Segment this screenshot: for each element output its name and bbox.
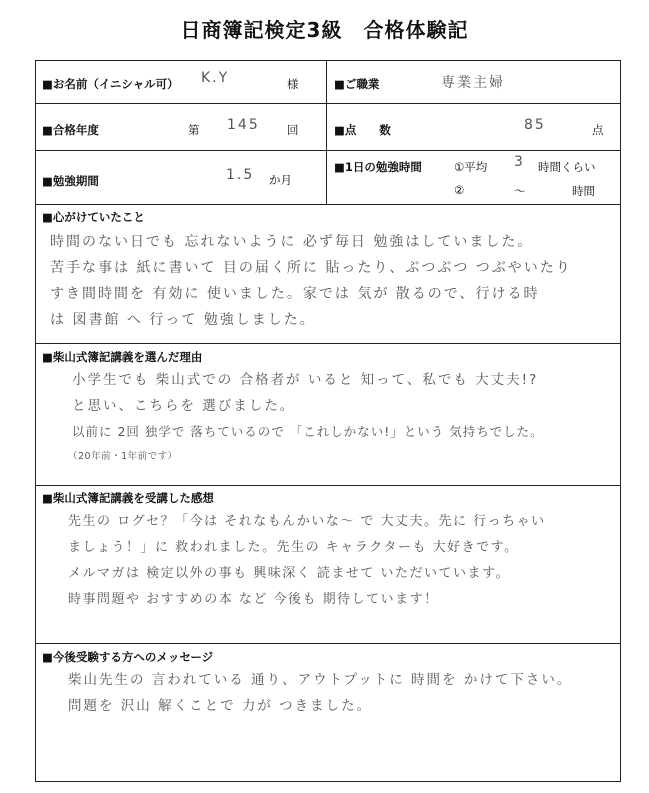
study-period-label: ■勉強期間	[42, 174, 99, 188]
pass-year-label: ■合格年度	[42, 123, 99, 137]
handwritten-line: 先生の ログセ？「今は それなもんかいな～ で 大丈夫。先に 行っちゃい	[68, 514, 546, 529]
section-body	[50, 229, 572, 333]
second-suffix: 時間	[572, 184, 595, 198]
score-value: 85	[524, 117, 546, 133]
second-tilde: ～	[514, 184, 526, 198]
name-label: ■お名前（イニシャル可）	[42, 77, 179, 91]
page-title: 日商簿記検定3級 合格体験記	[180, 18, 469, 42]
handwritten-line: 小学生でも 柴山式での 合格者が いると 知って、私でも 大丈夫!?	[72, 372, 539, 388]
section-divider	[36, 485, 620, 486]
daily-study-label: ■1日の勉強時間	[334, 160, 422, 174]
section-body	[72, 367, 544, 445]
section-label: ■心がけていたこと	[42, 210, 145, 224]
section-body	[68, 667, 572, 719]
handwritten-line: 柴山先生の 言われている 通り、アウトプットに 時間を かけて下さい。	[68, 672, 573, 688]
survey-form	[35, 60, 621, 782]
score-label: ■点 数	[334, 123, 391, 137]
name-value: K.Y	[201, 70, 230, 86]
job-value: 専業主婦	[441, 75, 505, 91]
row-divider	[36, 150, 620, 151]
handwritten-line: は 図書館 へ 行って 勉強しました。	[50, 312, 316, 328]
handwritten-line: 時事問題や おすすめの本 など 今後も 期待しています！	[68, 592, 439, 607]
section-body	[68, 509, 546, 613]
pass-year-suffix: 回	[287, 123, 299, 137]
study-period-value: 1.5	[226, 167, 255, 183]
handwritten-line: すき間時間を 有効に 使いました。家では 気が 散るので、行ける時	[50, 286, 540, 302]
handwritten-line: 以前に 2回 独学で 落ちているので 「これしかない!」という 気持ちでした。	[72, 424, 544, 439]
study-period-suffix: か月	[269, 173, 292, 187]
handwritten-line: 苦手な事は 紙に書いて 目の届く所に 貼ったり、ぶつぶつ つぶやいたり	[50, 260, 572, 276]
handwritten-line: 問題を 沢山 解くことで 力が つきました。	[68, 698, 373, 714]
section-divider	[36, 343, 620, 344]
handwritten-note: （20年前・1年前です）	[68, 451, 178, 462]
second-label: ②	[454, 183, 465, 197]
row-divider	[36, 204, 620, 205]
handwritten-line: 時間のない日でも 忘れないように 必ず毎日 勉強はしていました。	[50, 234, 534, 250]
pass-year-prefix: 第	[188, 123, 200, 137]
section-label: ■柴山式簿記講義を選んだ理由	[42, 350, 203, 364]
pass-year-value: 145	[227, 117, 260, 133]
average-label: ①平均	[454, 160, 488, 174]
average-value: 3	[514, 154, 525, 170]
column-divider	[326, 61, 327, 204]
average-suffix: 時間くらい	[538, 160, 596, 174]
section-divider	[36, 643, 620, 644]
row-divider	[36, 103, 620, 104]
job-label: ■ご職業	[334, 77, 380, 91]
section-label: ■今後受験する方へのメッセージ	[42, 650, 214, 664]
section-label: ■柴山式簿記講義を受講した感想	[42, 491, 214, 505]
name-suffix: 様	[287, 77, 299, 91]
handwritten-line: ましょう！」に 救われました。先生の キャラクターも 大好きです。	[68, 540, 519, 555]
handwritten-line: と思い、こちらを 選びました。	[72, 398, 296, 414]
handwritten-line: メルマガは 検定以外の事も 興味深く 読ませて いただいています。	[68, 566, 510, 581]
score-suffix: 点	[592, 123, 604, 137]
